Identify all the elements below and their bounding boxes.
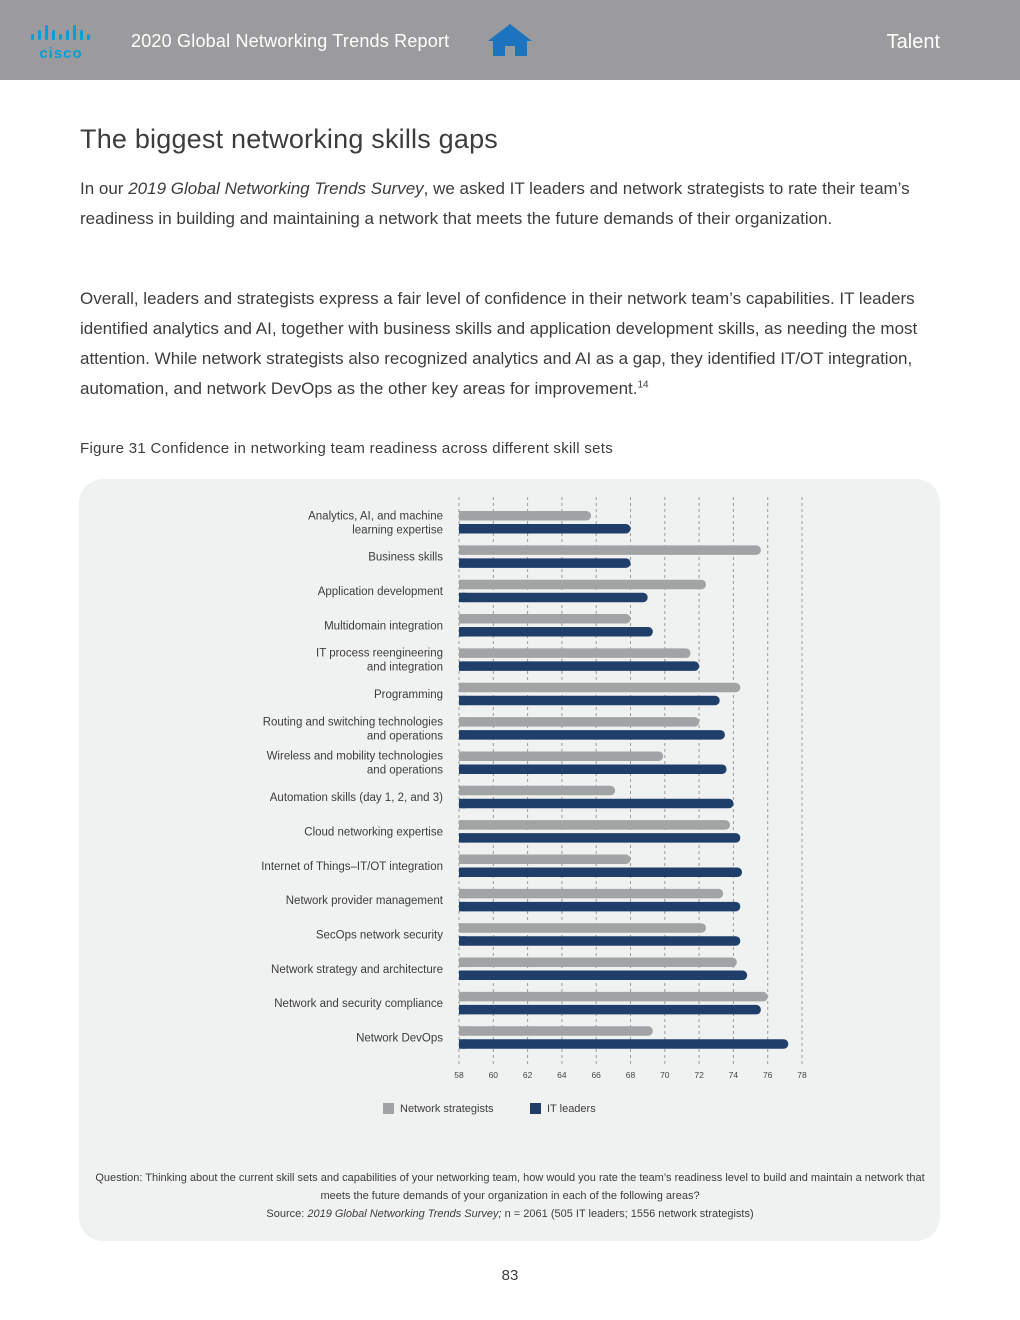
bar-it-leaders <box>459 971 747 981</box>
intro-prefix: In our <box>80 179 129 198</box>
category-label: Multidomain integration <box>324 620 443 633</box>
bar-square-end <box>459 545 465 555</box>
category-label: IT process reengineering <box>316 647 443 660</box>
bar-network-strategists <box>459 992 768 1002</box>
bar-square-end <box>459 558 465 568</box>
bar-it-leaders <box>459 593 648 603</box>
bar-square-end <box>459 1039 465 1049</box>
bar-it-leaders <box>459 558 631 568</box>
bar-it-leaders <box>459 696 720 706</box>
source-suffix: n = 2061 (505 IT leaders; 1556 network strategists) <box>501 1208 754 1220</box>
cisco-logo-text: cisco <box>39 45 83 62</box>
bar-it-leaders <box>459 661 699 671</box>
bar-square-end <box>459 627 465 637</box>
bar-square-end <box>459 524 465 534</box>
category-label: Routing and switching technologies <box>262 716 443 729</box>
category-label: and operations <box>366 730 443 743</box>
legend-swatch <box>530 1103 541 1114</box>
category-label: Business skills <box>368 551 443 564</box>
survey-name: 2019 Global Networking Trends Survey <box>128 179 424 198</box>
x-tick-label: 78 <box>797 1070 807 1080</box>
figure-caption: Figure 31 Confidence in networking team readiness across different skill sets <box>80 440 614 457</box>
category-label: Programming <box>373 689 443 701</box>
bar-network-strategists <box>459 683 740 693</box>
chart-footnote <box>90 1169 930 1223</box>
bar-network-strategists <box>459 1026 653 1036</box>
bar-square-end <box>459 1026 465 1036</box>
x-tick-label: 66 <box>591 1070 601 1080</box>
bar-it-leaders <box>459 1005 761 1015</box>
bar-square-end <box>459 855 465 865</box>
category-label: and operations <box>366 764 443 777</box>
page-number: 83 <box>501 1267 519 1284</box>
bar-it-leaders <box>459 833 740 843</box>
x-tick-label: 60 <box>488 1070 499 1080</box>
cisco-logo-bars <box>31 25 90 40</box>
bar-square-end <box>459 764 465 774</box>
bar-it-leaders <box>459 764 727 774</box>
source-line <box>90 1205 930 1223</box>
bar-network-strategists <box>459 511 591 521</box>
category-label: Network strategy and architecture <box>271 963 443 976</box>
category-label: Network provider management <box>285 895 443 908</box>
home-icon[interactable] <box>486 22 534 58</box>
bar-square-end <box>459 1005 465 1015</box>
bar-network-strategists <box>459 545 761 555</box>
cisco-logo[interactable] <box>30 22 92 62</box>
x-tick-label: 74 <box>728 1070 739 1080</box>
x-tick-label: 76 <box>762 1070 773 1080</box>
bar-square-end <box>459 648 465 658</box>
bar-it-leaders <box>459 627 653 637</box>
section-label[interactable]: Talent <box>886 31 940 53</box>
bar-network-strategists <box>459 717 699 727</box>
bar-it-leaders <box>459 868 742 878</box>
bar-square-end <box>459 717 465 727</box>
bar-square-end <box>459 580 465 590</box>
page-title: The biggest networking skills gaps <box>80 124 499 154</box>
source-prefix: Source: <box>266 1208 308 1220</box>
legend-swatch <box>383 1103 394 1114</box>
chart-panel <box>79 479 940 1241</box>
intro-paragraph <box>80 174 910 234</box>
category-label: Cloud networking expertise <box>304 826 443 839</box>
bar-square-end <box>459 902 465 912</box>
bar-square-end <box>459 992 465 1002</box>
legend-label: IT leaders <box>547 1103 596 1115</box>
bar-square-end <box>459 661 465 671</box>
legend-label: Network strategists <box>400 1103 494 1115</box>
category-label: Wireless and mobility technologies <box>266 750 443 763</box>
category-label: Application development <box>317 585 443 598</box>
bar-square-end <box>459 730 465 740</box>
x-tick-label: 72 <box>694 1070 704 1080</box>
x-tick-label: 62 <box>522 1070 533 1080</box>
source-title: 2019 Global Networking Trends Survey; <box>307 1208 502 1220</box>
category-label: and integration <box>366 661 443 674</box>
bar-square-end <box>459 923 465 933</box>
bar-square-end <box>459 696 465 706</box>
bar-network-strategists <box>459 958 737 968</box>
page-header <box>0 0 1020 80</box>
bar-square-end <box>459 958 465 968</box>
paragraph-text: Overall, leaders and strategists express a fair level of confidence in their network team’s capabilities. IT leaders identified analytics and AI, together with business skills and application development skills, as needing the most attention. While network strategists also recognized analytics and AI as a gap, they identified IT/OT integration, automation, and network DevOps as the other key areas for improvement. <box>80 289 918 398</box>
bar-square-end <box>459 511 465 521</box>
bar-network-strategists <box>459 580 706 590</box>
category-label: Network DevOps <box>356 1032 443 1045</box>
category-label: Internet of Things–IT/OT integration <box>261 860 443 873</box>
footnote-reference[interactable]: 14 <box>637 379 649 391</box>
category-label: SecOps network security <box>315 929 443 942</box>
bar-it-leaders <box>459 936 740 946</box>
category-label: Analytics, AI, and machine <box>308 510 443 523</box>
bar-square-end <box>459 799 465 809</box>
body-paragraph <box>80 284 950 404</box>
bar-square-end <box>459 614 465 624</box>
bar-square-end <box>459 786 465 796</box>
bar-network-strategists <box>459 786 615 796</box>
bar-it-leaders <box>459 1039 788 1049</box>
bar-network-strategists <box>459 855 631 865</box>
bar-it-leaders <box>459 799 733 809</box>
bar-network-strategists <box>459 751 663 761</box>
bar-square-end <box>459 889 465 899</box>
bar-it-leaders <box>459 730 725 740</box>
bar-square-end <box>459 820 465 830</box>
x-tick-label: 68 <box>625 1070 636 1080</box>
category-label: Network and security compliance <box>274 998 443 1011</box>
bar-network-strategists <box>459 820 730 830</box>
report-title: 2020 Global Networking Trends Report <box>131 31 450 51</box>
bar-square-end <box>459 868 465 878</box>
bar-square-end <box>459 936 465 946</box>
bar-square-end <box>459 833 465 843</box>
x-tick-label: 70 <box>660 1070 670 1080</box>
x-tick-label: 58 <box>454 1070 464 1080</box>
bar-network-strategists <box>459 648 691 658</box>
bar-it-leaders <box>459 524 631 534</box>
category-label: learning expertise <box>352 524 443 537</box>
bar-square-end <box>459 971 465 981</box>
bar-network-strategists <box>459 889 723 899</box>
bar-square-end <box>459 751 465 761</box>
survey-question: Question: Thinking about the current skill sets and capabilities of your networking team, how would you rate the team’s readiness level to build and maintain a network that meets the future demands of your organization in each of the following areas? <box>95 1172 925 1202</box>
intro-suffix: , we asked IT leaders and network strategists to rate their team’s readiness in building and maintaining a network that meets the future demands of their organization. <box>80 179 910 228</box>
bar-it-leaders <box>459 902 740 912</box>
bar-chart <box>79 479 940 1159</box>
category-label: Automation skills (day 1, 2, and 3) <box>269 792 443 805</box>
bar-network-strategists <box>459 923 706 933</box>
x-tick-label: 64 <box>557 1070 567 1080</box>
bar-square-end <box>459 593 465 603</box>
bar-network-strategists <box>459 614 631 624</box>
bar-square-end <box>459 683 465 693</box>
